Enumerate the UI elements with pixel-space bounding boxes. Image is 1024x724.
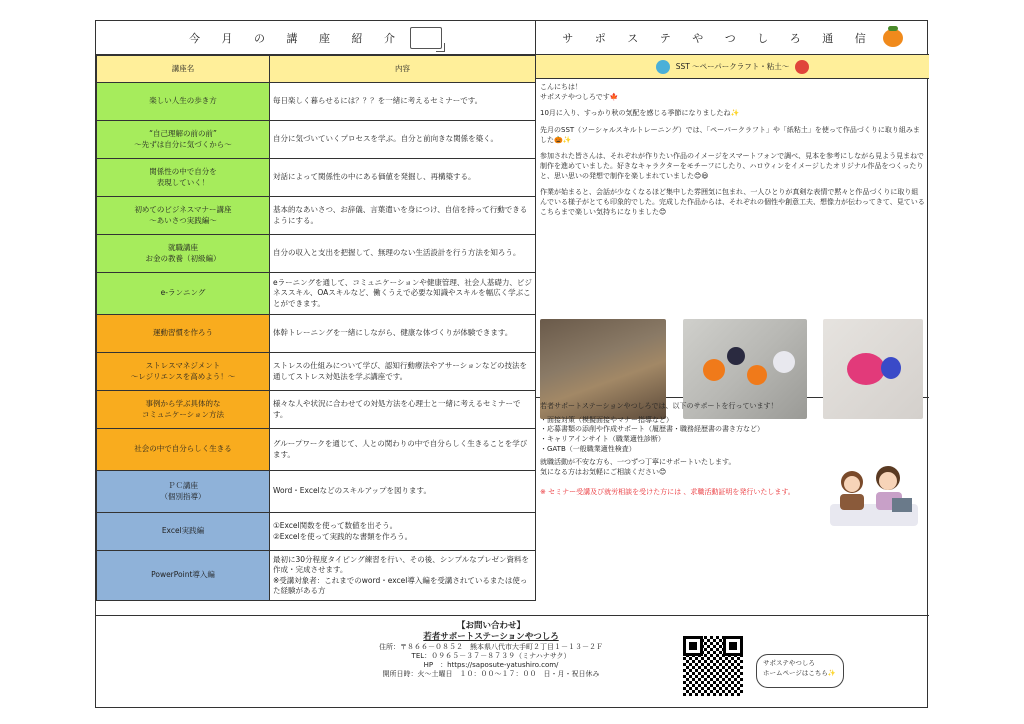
table-row (97, 121, 536, 159)
course-name: 楽しい人生の歩き方 (97, 83, 270, 121)
course-desc: 毎日楽しく暮らせるには？？？を一緒に考えるセミナーです。 (270, 83, 536, 121)
course-name: 関係性の中で自分を 表現していく！ (97, 159, 270, 197)
contact-block (336, 621, 646, 679)
table-row (97, 513, 536, 551)
character-icon (656, 60, 670, 74)
table-row (97, 273, 536, 315)
support-closing: 就職活動が不安な方も、一つずつ丁寧にサポートいたします。 気になる方はお気軽にご相談ください😊 (540, 458, 736, 476)
course-desc: 体幹トレーニングを一緒にしながら、健康な体づくりが体験できます。 (270, 315, 536, 353)
contact-title: 【お問い合わせ】 (456, 621, 525, 631)
newsletter-sheet (95, 20, 928, 708)
course-desc: 最初に30分程度タイピング練習を行い、その後、シンプルなプレゼン資料を作成・完成させます。 ※受講対象者：これまでのword・excel導入編を受講されているまたは使った経験がある方 (270, 551, 536, 601)
staff-illustration-icon (830, 464, 918, 526)
news-paragraph: 10月に入り、すっかり秋の気配を感じる季節になりましたね✨ (540, 109, 740, 118)
list-item: ・応募書類の添削や作成サポート（履歴書・職務経歴書の書き方など） (540, 425, 764, 434)
course-name: PowerPoint導入編 (97, 551, 270, 601)
qr-code-icon[interactable] (683, 636, 743, 696)
course-desc: ストレスの仕組みについて学び、認知行動療法やアサーションなどの技法を通してストレス対処法を学ぶ講座です。 (270, 353, 536, 391)
course-desc: 様々な人や状況に合わせての対処方法を心理士と一緒に考えるセミナーです。 (270, 391, 536, 429)
certificate-note: ※ セミナー受講及び就労相談を受けた方には 、求職活動証明を発行いたします。 (540, 487, 795, 496)
courses-header (96, 21, 536, 55)
news-title: サ ポ ス テ や つ し ろ 通 信 (562, 31, 875, 45)
col-name-header: 講座名 (97, 56, 270, 83)
support-list (540, 416, 925, 455)
course-desc: ①Excel関数を使って数値を出そう。 ②Excelを使って実践的な書類を作ろう。 (270, 513, 536, 551)
courses-table (96, 55, 536, 601)
list-item: ・キャリアインサイト（職業適性診断） (540, 434, 665, 443)
table-row (97, 551, 536, 601)
news-paragraph: 先月のSST（ソーシャルスキルトレーニング）では、「ペーパークラフト」や「紙粘土」を使って作品づくりに取り組みました🎃✨ (540, 125, 920, 144)
course-desc: グループワークを通じて、人との関わりの中で自分らしく生きることを学びます。 (270, 429, 536, 471)
table-row (97, 391, 536, 429)
table-row (97, 159, 536, 197)
table-row (97, 235, 536, 273)
course-name: 事例から学ぶ具体的な コミュニケーション方法 (97, 391, 270, 429)
news-column (536, 55, 929, 568)
course-name: ＰＣ講座 （個別指導） (97, 471, 270, 513)
homepage-bubble: サポステやつしろ ホームページはこちら✨ (756, 654, 844, 688)
address: 住所：〒８６６－０８５２ 熊本県八代市大手町２丁目１－１３－２Ｆ (379, 643, 603, 652)
list-item: ・GATB（一般職業適性検査） (540, 444, 636, 453)
course-name: “自己理解の前の前” ～先ずは自分に気づくから～ (97, 121, 270, 159)
footer (96, 615, 929, 709)
course-desc: 対話によって関係性の中にある価値を発掘し、再構築する。 (270, 159, 536, 197)
table-row (97, 197, 536, 235)
news-band-title: SST ～ペーパークラフト・粘土～ (675, 62, 790, 71)
table-row (97, 315, 536, 353)
col-desc-header: 内容 (270, 56, 536, 83)
news-greeting: こんにちは！ サポステやつしろです🍁 (540, 83, 619, 101)
course-desc: 基本的なあいさつ、お辞儀、言葉遣いを身につけ、自信を持って行動できるようにする。 (270, 197, 536, 235)
news-paragraph: 参加された皆さんは、それぞれが作りたい作品のイメージをスマートフォンで調べ、見本を参考にしながら見よう見まねで制作を進めていました。好きなキャラクターをモチーフにしたり、ハロウィンをイメージしたオリジナル作品をつくったりと、思い思いの発想で制作を楽しまれていました😊😃 (540, 152, 924, 180)
table-row (97, 429, 536, 471)
table-row (97, 471, 536, 513)
org-name: 若者サポートステーションやつしろ (423, 632, 559, 643)
course-desc: Word・Excelなどのスキルアップを図ります。 (270, 471, 536, 513)
course-name: 初めてのビジネスマナー講座 ～あいさつ実践編～ (97, 197, 270, 235)
news-paragraph: 作業が始まると、会話が少なくなるほど集中した雰囲気に包まれ、一人ひとりが真剣な表情で黙々と作品づくりに取り組んでいる様子がとても印象的でした。完成した作品からは、それぞれの個性や創意工夫、想像力が伝わってきて、見ているこちらまで楽しい気持ちになりました😊 (540, 188, 925, 216)
courses-title: 今 月 の 講 座 紹 介 (189, 31, 404, 45)
course-name: Excel実践編 (97, 513, 270, 551)
table-header-row (97, 56, 536, 83)
phone: TEL：０９６５－３７－８７３９（ミナハナサク） (411, 652, 571, 661)
table-row (97, 353, 536, 391)
course-desc: 自分に気づいていくプロセスを学ぶ。自分と前向きな関係を築く。 (270, 121, 536, 159)
news-body (536, 79, 929, 398)
course-name: e-ランニング (97, 273, 270, 315)
homepage-url[interactable]: HP ：https://saposute-yatushiro.com/ (423, 661, 559, 670)
course-name: 社会の中で自分らしく生きる (97, 429, 270, 471)
support-intro: 若者サポートステーションやつしろでは、以下のサポートを行っています！ (540, 402, 778, 410)
news-header (536, 21, 929, 55)
course-name: 運動習慣を作ろう (97, 315, 270, 353)
course-name: 就職講座 お金の教養（初級編） (97, 235, 270, 273)
news-band (536, 55, 929, 79)
notebook-icon (410, 27, 442, 49)
list-item: ・面接対策（模擬面接やマナー指導など） (540, 415, 673, 424)
flower-icon (795, 60, 809, 74)
course-desc: eラーニングを通して、コミュニケーションや健康管理、社会人基礎力、ビジネススキル、OAスキルなど、働くうえで必要な知識やスキルを幅広く学ぶことができます。 (270, 273, 536, 315)
support-section (536, 398, 929, 568)
persimmon-icon (883, 29, 903, 47)
course-name: ストレスマネジメント ～レジリエンスを高めよう！～ (97, 353, 270, 391)
opening-hours: 開所日時：火～土曜日 １０：００～１７：００ 日・月・祝日休み (382, 670, 600, 679)
table-row (97, 83, 536, 121)
course-desc: 自分の収入と支出を把握して、無理のない生活設計を行う方法を知ろう。 (270, 235, 536, 273)
